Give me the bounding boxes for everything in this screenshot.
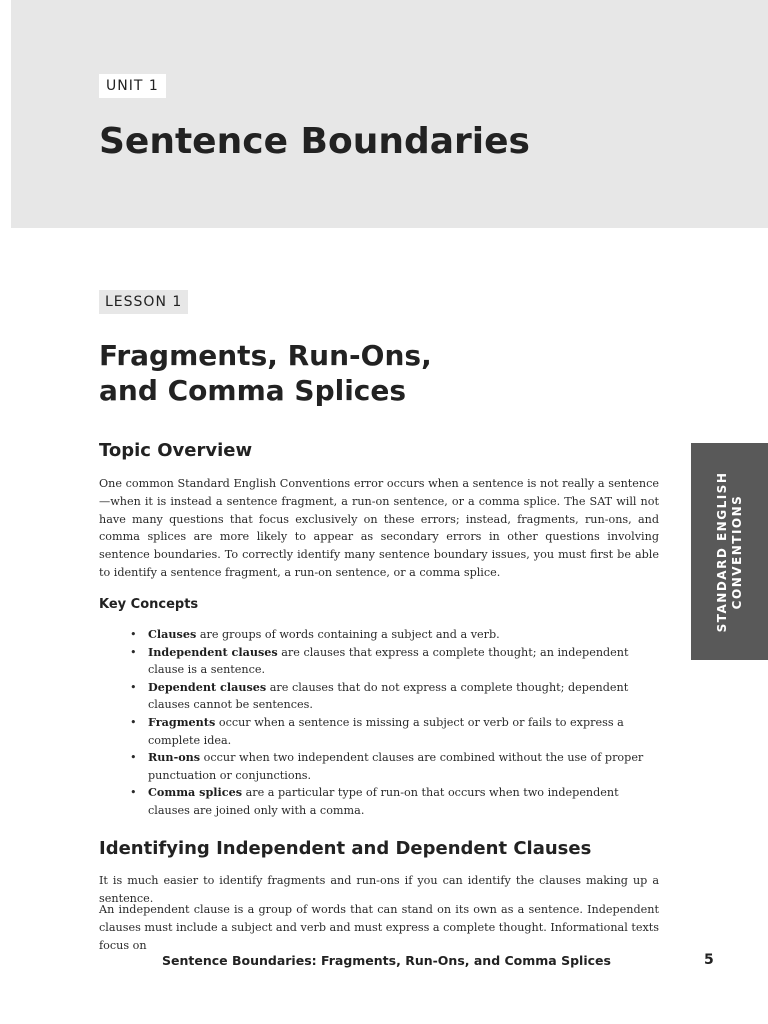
lesson-title bbox=[99, 338, 579, 408]
concept-term: Comma splices bbox=[148, 785, 243, 800]
list-item bbox=[130, 714, 660, 749]
concept-term: Run-ons bbox=[148, 750, 201, 765]
concept-text: are clauses that do not express a complete thought; dependent clauses cannot be sentences. bbox=[148, 680, 629, 712]
concept-term: Clauses bbox=[148, 627, 197, 641]
topic-overview-paragraph: One common Standard English Conventions error occurs when a sentence is not really a sentence—when it is instead a sentence fragment, a run-on sentence, or a comma splice. The SAT will not have many questions that focus exclusively on these errors; instead, fragments, run-ons, and comma splices are more likely to appear as secondary errors in other questions involving sentence boundaries. To correctly identify many sentence boundary issues, you must first be able to identify a sentence fragment, a run-on sentence, or a comma splice. bbox=[99, 477, 659, 579]
lesson-tag: LESSON 1 bbox=[99, 290, 188, 314]
concept-term: Independent clauses bbox=[148, 644, 278, 659]
concept-text: occur when a sentence is missing a subject or verb or fails to express a complete idea. bbox=[148, 715, 624, 747]
clauses-paragraph-2: An independent clause is a group of words that can stand on its own as a sentence. Independent clauses must include a subject and verb and must express a complete thought. Informational texts focus on bbox=[99, 903, 659, 952]
concept-text: are a particular type of run-on that occurs when two independent clauses are joined only with a comma. bbox=[148, 786, 619, 817]
clauses-paragraph-1: It is much easier to identify fragments and run-ons if you can identify the clauses making up a sentence. bbox=[99, 874, 659, 905]
concept-text: are clauses that express a complete thought; an independent clause is a sentence. bbox=[148, 645, 629, 677]
unit-title: Sentence Boundaries bbox=[99, 121, 530, 162]
list-item bbox=[130, 784, 660, 819]
list-item bbox=[130, 626, 660, 644]
key-concepts-heading: Key Concepts bbox=[99, 597, 199, 612]
bullet-icon: • bbox=[130, 645, 137, 659]
page-number: 5 bbox=[704, 952, 714, 968]
concept-text: are groups of words containing a subject and a verb. bbox=[196, 628, 500, 641]
side-tab-line-1: STANDARD ENGLISH bbox=[714, 471, 729, 632]
concept-term: Fragments bbox=[148, 714, 216, 729]
list-item bbox=[130, 644, 660, 679]
unit-tag: UNIT 1 bbox=[99, 74, 166, 98]
bullet-icon: • bbox=[130, 786, 137, 800]
side-tab-line-2: CONVENTIONS bbox=[729, 494, 744, 609]
side-tab-label bbox=[715, 471, 745, 632]
running-footer-title: Sentence Boundaries: Fragments, Run-Ons, and Comma Splices bbox=[162, 953, 611, 968]
lesson-title-line-2: and Comma Splices bbox=[99, 374, 407, 407]
bullet-icon: • bbox=[130, 715, 137, 729]
key-concepts-list bbox=[130, 626, 660, 820]
unit-header-band bbox=[11, 0, 768, 228]
bullet-icon: • bbox=[130, 680, 137, 694]
clauses-section-heading: Identifying Independent and Dependent Clauses bbox=[99, 838, 592, 859]
list-item bbox=[130, 679, 660, 714]
bullet-icon: • bbox=[130, 628, 137, 641]
section-side-tab bbox=[691, 443, 768, 660]
topic-overview-heading: Topic Overview bbox=[99, 440, 253, 461]
concept-text: occur when two independent clauses are combined without the use of proper punctuation or conjunctions. bbox=[148, 751, 644, 782]
lesson-title-line-1: Fragments, Run-Ons, bbox=[99, 339, 432, 372]
bullet-icon: • bbox=[130, 751, 137, 765]
concept-term: Dependent clauses bbox=[148, 679, 267, 694]
list-item bbox=[130, 749, 660, 784]
